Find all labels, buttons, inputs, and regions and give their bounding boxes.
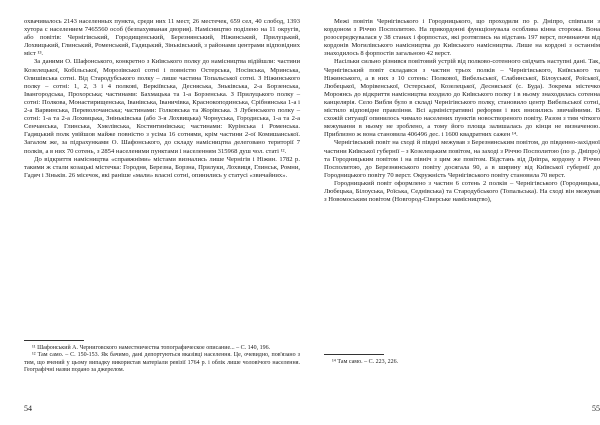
right-page-body bbox=[324, 18, 600, 204]
left-page bbox=[24, 18, 300, 413]
paragraph: За даними О. Шафонського, конкретно з Київського полку до намісництва відійшли: частини Козелецької, Кобільської, Морозівської сотні і повністю Остерська, Носівська, Мринська, Олишівська сотні. Від Стародубського полку – лише частина Топальської сотні. З Ніжинського полку – сотні: 1, 2, 3 і 4 полкові, Веркіївська, Десняська, Зньківська, 2-а Борзенська, Івангородська, Прохорська; частинами: Бахмацька та 1-а Борзенська. З Прилуцького полку – сотні: Полкова, Монастирищенська, Іванівська, Іваничівка, Краснокоподинська, Срібнянська 1-а і 2-а Варвинська, Переволочанська; частинами: Голковська та Жорівська. З Лубенського полку – сотні: 1-а та 2-а Лохвицька, Зніньківська (або 3-я Лохвицька) Чорнуська, Городиська, 1-а та 2-а Сенчанська, Глинська, Хмелівська, Костянтинівська; частинами: Курінська і Роменська. Гадяцький полк увійшов майже повністю з усіма 16 сотнями, крім частини 2-ої Комишанської. Загалом же, за підрахунками О. Шафонського, до складу намісництва делеговано території 7 полків, а в них 70 сотень, з 2854 населеними пунктами і населенням 315968 душ чол. статі ¹². bbox=[24, 58, 300, 155]
footnote-separator bbox=[324, 354, 384, 355]
paragraph: Межі повітів Чернігівського і Городницького, що проходили по р. Дніпро, співпали з кордоном з Річчю Посполитою. На прикордонні функціонувала особлива кінна сторожа. Вона розосередкувалася у 38 станах і форпостах, які розтяглись на відстань 197 верст, починаючи від кордонів Могилівського намісництва до Київського намісництва. Лише на кордоні з останнім знаходилось 8 форпостів загальною 42 верст. bbox=[324, 18, 600, 58]
left-page-body bbox=[24, 18, 300, 180]
footnote: ¹¹ Шафонський А. Черниговского наместничества топографическое описание... – С. 140, 196. bbox=[32, 345, 271, 351]
left-page-footnotes bbox=[24, 340, 300, 375]
paragraph: охвачивалось 2143 населенных пункта, среди них 11 мест, 26 местечек, 659 сел, 40 слобод, 1393 хутора с населением 7465560 особ (безпахуяваная двория). Намісництво поділено на 11 округів, або повітів: Чернігівський, Городищенський, Березнянський, Ніжинський, Прилуцький, Лохвицький, Глинський, Роменський, Гадяцький, Зіньківський, з районами центрами відповідних міст ¹³. bbox=[24, 18, 300, 58]
footnote: ¹² Там само. – С. 150-153. Як бачимо, дані депортуються вказівці населення. Це, очевидно, пов'язано з тим, що вчений у цьому випадку використав матеріали ревізії 1764 р. і облік лише чоловічого населення. Географічні назви подано за джерелом. bbox=[24, 352, 300, 374]
paragraph: Городницький повіт оформлено з частин 6 сотень 2 полків – Чернігівського (Городницька, Любецька, Білоуська, Роїська, Седнівська) та Стародубського (Топальська). На сході він межував з Новомоським повітом (Новгород-Сіверське намісництво), bbox=[324, 179, 600, 204]
page-number: 54 bbox=[24, 404, 32, 413]
paragraph: Насільки сильно різнився повітовий устрій від полково-сотенного свідчать наступні дані. Так, Чернігівський повіт складався з частин трьох полків – Чернігівського, Київського та Ніжинського, а в них з 10 сотень: Полкової, Вибельської, Слабинської, Білоуської, Роїської, Любецької, Морівенської, Остерської, Козелецької, Десняської (с. Буда). Зокрема містечко Мороянсь до відкриття намісництва входило до Київського полку і в ньому знаходилась сотенна канцелярія. Село Вибля було в складі Чернігівського полку, становило центр Вибельської сотні, містило відповідне правління. Всі адміністративні реформи і вих внизились звичайними. В схожій ситуації опинилось чимало населених пунктів новоствореного повіту. Разом з тим чіткого межування в ньому не зроблено, а тому його площа залишалась до кінця не визначеною. Приблизно ж вона становила 406496 дес. і 1600 квадратних сажен ¹⁴. bbox=[324, 58, 600, 139]
footnote-separator bbox=[24, 340, 84, 341]
right-page-footnotes bbox=[324, 354, 600, 366]
paragraph: Чернігівський повіт на сході й півдні межував з Березнянським повітом, до південно-західної частини Київської губернії – з Козелецьким повітом, на заході з Річчю Посполитою (по р. Дніпро) та Городницьким повітом і на північ з цим же повітом. Відстань від Дніпра, кордону з Річчю Посполитою, до Березнянського повіту досягала 90, а в ширину від Київської губернії до Городницького повіту 70 верст. Окружність Чернігівського повіту становила 70 верст. bbox=[324, 139, 600, 179]
footnote: ¹⁴ Там само. – С. 223, 226. bbox=[332, 359, 399, 365]
paragraph: До відкриття намісництва «справжніми» містами визнались лише Чернігів і Ніжин. 1782 р. такими ж стали козацькі містечка: Городня, Березна, Борзна, Прилуки, Лохвиця, Глинськ, Ромни, Гадяч і Зіньків. 26 місечок, які раніше «мали» власні сотні, опинились у статусі «звичайних». bbox=[24, 155, 300, 179]
right-page bbox=[324, 18, 600, 413]
page-number: 55 bbox=[592, 404, 600, 413]
